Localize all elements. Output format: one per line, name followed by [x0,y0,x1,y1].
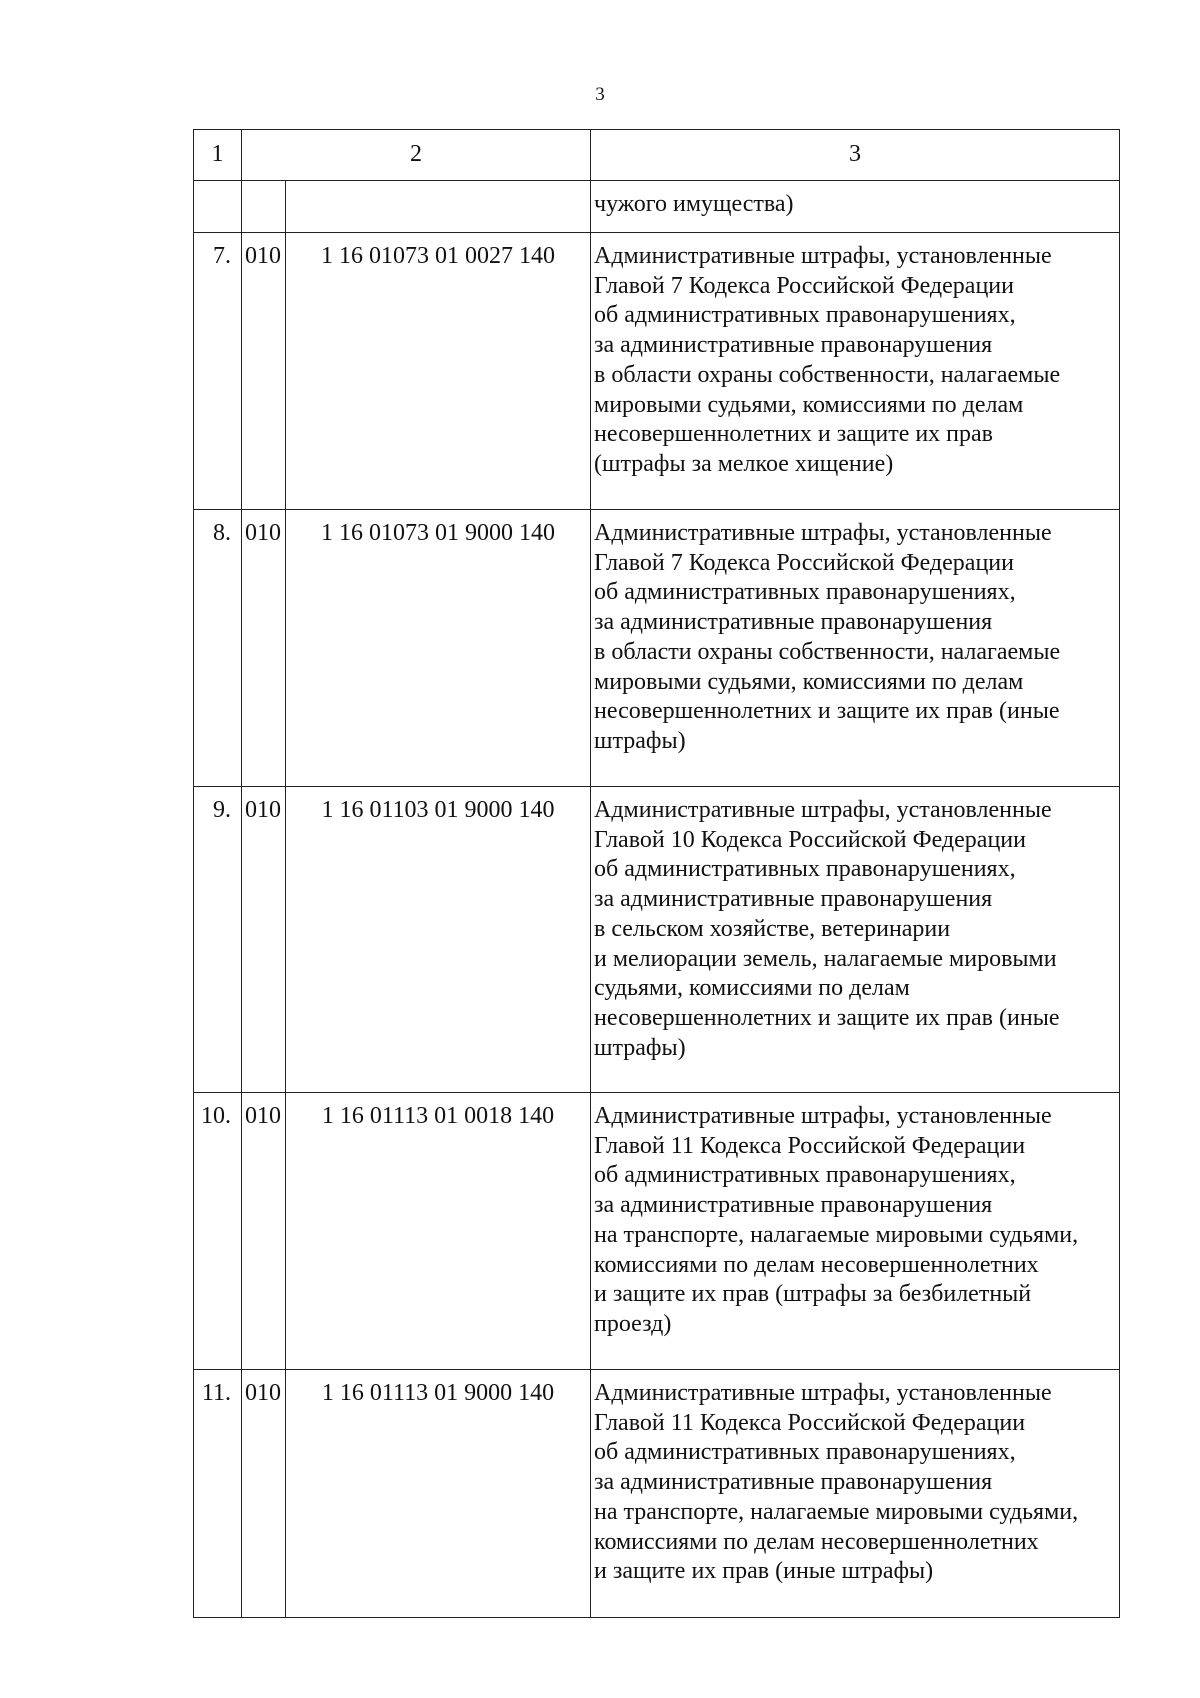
admin-code-cell: 010 [242,787,286,1093]
description-line: проезд) [594,1310,672,1337]
description-line: комиссиями по делам несовершеннолетних [594,1528,1039,1555]
description-line: Главой 7 Кодекса Российской Федерации [594,272,1014,299]
description-line: за административные правонарушения [594,609,993,636]
admin-code-cell: 010 [242,1093,286,1370]
description-line: штрафы) [594,727,686,754]
header-cell-2: 2 [242,130,591,181]
continuation-description-cell [591,181,1120,233]
table-row [194,1370,1120,1618]
admin-code-cell: 010 [242,1370,286,1618]
revenue-codes-table [193,129,1120,1618]
description-cell [591,1093,1120,1370]
description-line: об административных правонарушениях, [594,856,1016,883]
empty-cell [194,181,242,233]
description-line: за административные правонарушения [594,1469,993,1496]
row-number-cell: 7. [194,233,242,510]
admin-code-cell: 010 [242,233,286,510]
table-row [194,510,1120,787]
header-cell-1: 1 [194,130,242,181]
description-line: Административные штрафы, установленные [594,797,1052,823]
description-line: штрафы) [594,1034,686,1061]
description-line: за административные правонарушения [594,886,993,913]
row-number-cell: 8. [194,510,242,787]
table-row [194,1093,1120,1370]
description-line: несовершеннолетних и защите их прав [594,421,994,448]
table-row [194,233,1120,510]
continuation-row [194,181,1120,233]
description-cell [591,510,1120,787]
description-line: комиссиями по делам несовершеннолетних [594,1251,1039,1278]
description-cell [591,1370,1120,1618]
description-line: и защите их прав (штрафы за безбилетный [594,1281,1032,1308]
description-line: Административные штрафы, установленные [594,520,1052,546]
description-line: мировыми судьями, комиссиями по делам [594,668,1024,695]
admin-code-cell: 010 [242,510,286,787]
description-line: Главой 11 Кодекса Российской Федерации [594,1409,1026,1436]
description-line: на транспорте, налагаемые мировыми судьями, [594,1221,1079,1248]
description-line: об административных правонарушениях, [594,1439,1016,1466]
header-cell-3: 3 [591,130,1120,181]
description-line: за административные правонарушения [594,332,993,359]
description-line: об административных правонарушениях, [594,302,1016,329]
row-number-cell: 9. [194,787,242,1093]
description-line: и мелиорации земель, налагаемые мировыми [594,945,1057,972]
description-line: мировыми судьями, комиссиями по делам [594,391,1024,418]
description-line: в области охраны собственности, налагаемые [594,638,1061,665]
description-line: чужого имущества) [594,191,794,217]
description-line: Главой 7 Кодекса Российской Федерации [594,549,1014,576]
empty-cell [286,181,591,233]
description-line: несовершеннолетних и защите их прав (иные [594,1004,1060,1031]
description-line: (штрафы за мелкое хищение) [594,450,894,477]
description-line: и защите их прав (иные штрафы) [594,1558,934,1585]
description-line: Административные штрафы, установленные [594,243,1052,269]
empty-cell [242,181,286,233]
description-line: на транспорте, налагаемые мировыми судьями, [594,1498,1079,1525]
description-line: несовершеннолетних и защите их прав (иные [594,698,1060,725]
description-cell [591,233,1120,510]
page-number: 3 [595,84,605,105]
description-line: об административных правонарушениях, [594,1162,1016,1189]
description-line: Главой 10 Кодекса Российской Федерации [594,826,1026,853]
budget-code-cell: 1 16 01073 01 0027 140 [286,233,591,510]
description-line: об административных правонарушениях, [594,579,1016,606]
description-line: судьями, комиссиями по делам [594,975,910,1002]
description-cell [591,787,1120,1093]
description-line: в области охраны собственности, налагаемые [594,361,1061,388]
table-row [194,787,1120,1093]
budget-code-cell: 1 16 01073 01 9000 140 [286,510,591,787]
description-line: Главой 11 Кодекса Российской Федерации [594,1132,1026,1159]
row-number-cell: 11. [194,1370,242,1618]
description-line: в сельском хозяйстве, ветеринарии [594,915,951,942]
budget-code-cell: 1 16 01103 01 9000 140 [286,787,591,1093]
budget-code-cell: 1 16 01113 01 0018 140 [286,1093,591,1370]
row-number-cell: 10. [194,1093,242,1370]
description-line: за административные правонарушения [594,1192,993,1219]
description-line: Административные штрафы, установленные [594,1103,1052,1129]
description-line: Административные штрафы, установленные [594,1380,1052,1406]
table-header-row [194,130,1120,181]
budget-code-cell: 1 16 01113 01 9000 140 [286,1370,591,1618]
